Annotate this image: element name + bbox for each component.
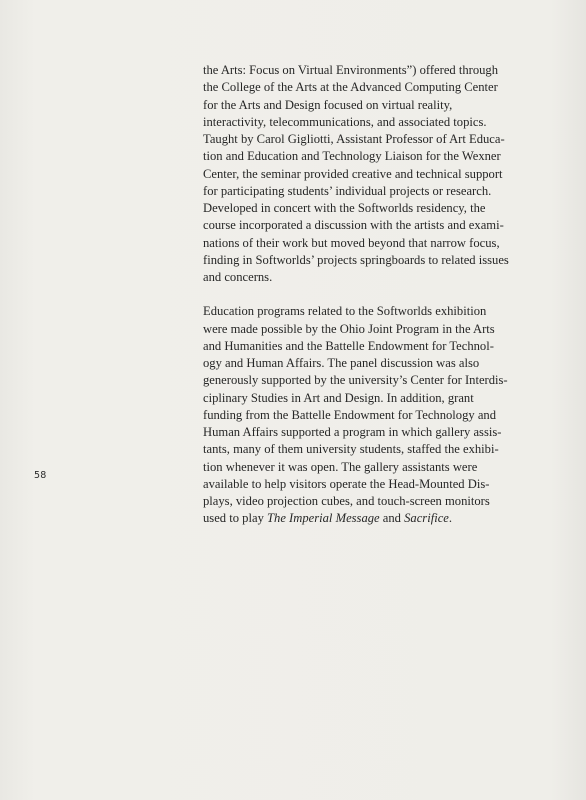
text-line: for the Arts and Design focused on virtual reality, [203, 97, 453, 112]
text-line: Human Affairs supported a program in which gallery assis- [203, 425, 502, 439]
text-line: for participating students’ individual projects or research. [203, 183, 492, 198]
text-line: the College of the Arts at the Advanced Computing Center [203, 80, 498, 95]
text-line: tion whenever it was open. The gallery assistants were [203, 459, 478, 474]
text-line: ciplinary Studies in Art and Design. In addition, grant [203, 390, 474, 405]
text-line: generously supported by the university’s Center for Interdis- [203, 373, 508, 388]
text-line: Taught by Carol Gigliotti, Assistant Professor of Art Educa- [203, 132, 505, 146]
text-line-last [203, 510, 503, 527]
text-line: nations of their work but moved beyond that narrow focus, [203, 235, 500, 250]
text-line: funding from the Battelle Endowment for Technology and [203, 407, 497, 422]
text-line: Education programs related to the Softworlds exhibition [203, 304, 487, 319]
body-text [203, 62, 509, 528]
text-line: tants, many of them university students, staffed the exhibi- [203, 442, 499, 457]
text-line: were made possible by the Ohio Joint Program in the Arts [203, 321, 495, 336]
text-line: and concerns. [203, 270, 273, 284]
text-line: plays, video projection cubes, and touch-screen monitors [203, 494, 490, 508]
text-line: course incorporated a discussion with the artists and exami- [203, 218, 504, 233]
text-line: tion and Education and Technology Liaison for the Wexner [203, 149, 501, 164]
text-line: finding in Softworlds’ projects springboards to related issues [203, 252, 509, 267]
text-fragment: . [448, 511, 453, 526]
text-line: the Arts: Focus on Virtual Environments”) offered through [203, 63, 499, 77]
text-line: interactivity, telecommunications, and associated topics. [203, 114, 487, 129]
text-line: and Humanities and the Battelle Endowment for Technol- [203, 338, 494, 353]
text-fragment: and [379, 511, 405, 526]
paragraph-seminar [203, 62, 509, 286]
text-line: Developed in concert with the Softworlds residency, the [203, 201, 486, 215]
paragraph-education-programs [203, 303, 508, 527]
text-line: ogy and Human Affairs. The panel discussion was also [203, 356, 480, 370]
text-fragment: used to play [203, 511, 268, 526]
text-line: available to help visitors operate the Head-Mounted Dis- [203, 476, 490, 491]
text-line: Center, the seminar provided creative and technical support [203, 166, 503, 181]
artwork-title-imperial-message: The Imperial Message [267, 511, 380, 526]
artwork-title-sacrifice: Sacrifice [404, 511, 449, 526]
page-number: 58 [34, 470, 47, 481]
